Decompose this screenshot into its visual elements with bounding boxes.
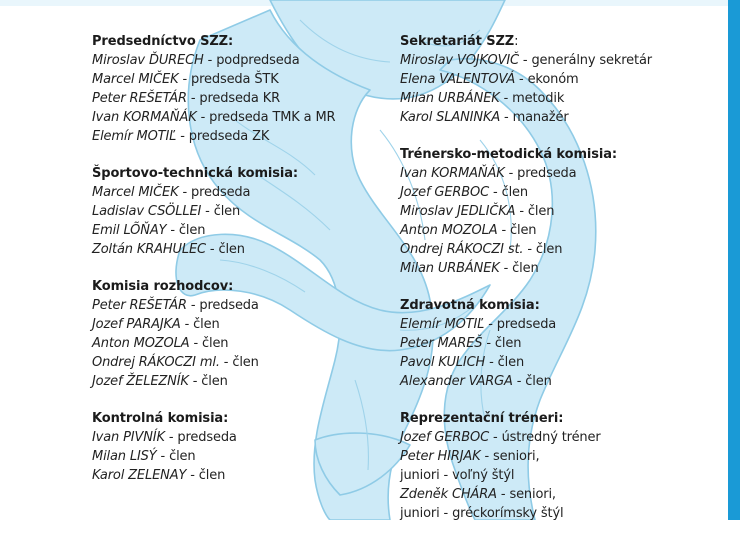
member-role: - člen <box>512 374 552 389</box>
member-name: Elemír MOTIĽ <box>400 317 485 332</box>
member-name: Jozef ŽELEZNÍK <box>92 374 189 389</box>
blue-frame-edge <box>728 0 740 520</box>
member-line <box>400 164 720 183</box>
member-name: Milan LISÝ <box>92 449 157 464</box>
right-column <box>400 32 720 541</box>
member-name: Peter HIRJAK <box>400 449 481 464</box>
section-komisia-rozhodcov <box>92 277 412 391</box>
member-name: Zoltán KRAHULEC <box>92 242 206 257</box>
member-role: - člen <box>186 468 226 483</box>
member-role: - predseda ŠTK <box>178 72 279 87</box>
member-role: - generálny sekretár <box>518 53 652 68</box>
member-name: Miroslav ĎURECH <box>92 53 204 68</box>
section-heading-tail: : <box>514 34 519 49</box>
member-line <box>400 504 720 523</box>
member-line <box>400 51 720 70</box>
member-line <box>400 89 720 108</box>
member-role: - predseda TMK a MR <box>196 110 336 125</box>
member-line <box>92 221 412 240</box>
member-line <box>92 447 412 466</box>
member-line <box>92 372 412 391</box>
member-role: - ekonóm <box>515 72 579 87</box>
member-name: Pavol KULICH <box>400 355 486 370</box>
member-line <box>92 334 412 353</box>
member-role: - člen <box>189 336 229 351</box>
member-name: Milan URBÁNEK <box>400 261 500 276</box>
section-heading: Kontrolná komisia: <box>92 411 229 426</box>
member-role: - predseda <box>186 298 259 313</box>
member-name: Jozef GERBOC <box>400 185 490 200</box>
member-role: - člen <box>166 223 206 238</box>
member-line <box>92 127 412 146</box>
member-name: Ladislav CSÖLLEI <box>92 204 202 219</box>
member-name: Jozef PARAJKA <box>92 317 181 332</box>
member-name: Milan URBÁNEK <box>400 91 500 106</box>
member-role: - predseda <box>164 430 237 445</box>
section-heading-bold: Sekretariát SZZ <box>400 34 515 49</box>
member-name: Karol SLANINKA <box>400 110 501 125</box>
member-role: - člen <box>489 185 528 200</box>
member-line <box>400 240 720 259</box>
member-role: - predseda <box>178 185 251 200</box>
member-line <box>92 315 412 334</box>
member-name: Peter REŠETÁR <box>92 91 187 106</box>
member-name: Jozef GERBOC <box>400 430 490 445</box>
member-name: Marcel MIČEK <box>92 72 179 87</box>
member-role: - člen <box>156 449 196 464</box>
section-heading <box>400 32 720 51</box>
member-line <box>92 296 412 315</box>
member-line <box>92 108 412 127</box>
member-name: Elemír MOTIĽ <box>92 129 177 144</box>
section-trenersko-metodicka <box>400 145 720 278</box>
member-role: - člen <box>205 242 245 257</box>
member-role: - člen <box>482 336 522 351</box>
section-heading: Komisia rozhodcov: <box>92 279 234 294</box>
member-line <box>92 70 412 89</box>
section-heading-bold: Reprezentační tréneri: <box>400 411 564 426</box>
left-column <box>92 32 412 503</box>
member-line <box>400 183 720 202</box>
member-role: - člen <box>523 242 563 257</box>
member-name: Peter MAREŠ <box>400 336 483 351</box>
section-heading <box>400 409 720 428</box>
section-sekretariat <box>400 32 720 127</box>
member-name: Ondrej RÁKOCZI ml. <box>92 355 220 370</box>
member-line <box>400 202 720 221</box>
member-name: Miroslav VOJKOVIČ <box>400 53 519 68</box>
member-role: - člen <box>499 261 539 276</box>
member-role: - seniori, <box>496 487 556 502</box>
member-line <box>400 485 720 504</box>
member-name: Miroslav JEDLIČKA <box>400 204 516 219</box>
member-role: - člen <box>201 204 241 219</box>
member-name: Ondrej RÁKOCZI st. <box>400 242 524 257</box>
member-role: - člen <box>485 355 525 370</box>
member-name: Emil LÕŇAY <box>92 223 167 238</box>
section-heading: Športovo-technická komisia: <box>92 166 299 181</box>
section-heading-bold: Zdravotná komisia: <box>400 298 540 313</box>
member-line <box>92 183 412 202</box>
member-line <box>400 70 720 89</box>
member-role: - metodik <box>499 91 565 106</box>
member-role: - podpredseda <box>203 53 300 68</box>
member-name: Anton MOZOLA <box>400 223 498 238</box>
member-name: Ivan KORMAŇÁK <box>400 166 505 181</box>
member-name: Ivan PIVNÍK <box>92 430 165 445</box>
member-line <box>92 202 412 221</box>
member-line <box>92 51 412 70</box>
member-role: - predseda <box>504 166 577 181</box>
member-line <box>400 259 720 278</box>
section-kontrolna-komisia <box>92 409 412 485</box>
member-role: - člen <box>497 223 537 238</box>
member-line <box>400 108 720 127</box>
member-role: - predseda ZK <box>176 129 270 144</box>
member-role: - predseda <box>484 317 557 332</box>
member-role: - člen <box>515 204 555 219</box>
member-role: - ústredný tréner <box>489 430 601 445</box>
member-role: - predseda KR <box>186 91 280 106</box>
member-role: - člen <box>188 374 228 389</box>
member-name: Alexander VARGA <box>400 374 513 389</box>
member-name: Marcel MIČEK <box>92 185 179 200</box>
member-name: Anton MOZOLA <box>92 336 190 351</box>
member-line <box>92 240 412 259</box>
member-line <box>400 466 720 485</box>
member-line <box>400 353 720 372</box>
member-line <box>400 334 720 353</box>
section-heading: Predsedníctvo SZZ: <box>92 34 234 49</box>
member-line <box>400 372 720 391</box>
member-line <box>92 428 412 447</box>
member-role: - člen <box>219 355 259 370</box>
member-role: - člen <box>180 317 220 332</box>
section-heading <box>400 145 720 164</box>
member-name: Peter REŠETÁR <box>92 298 187 313</box>
section-sportovo-technicka <box>92 164 412 259</box>
member-role: - manažér <box>500 110 569 125</box>
section-zdravotna-komisia <box>400 296 720 391</box>
member-line <box>92 89 412 108</box>
member-line <box>400 428 720 447</box>
member-name: Elena VALENTOVÁ <box>400 72 516 87</box>
section-heading <box>400 296 720 315</box>
member-role: juniori - gréckorímsky štýl <box>400 506 564 521</box>
section-heading-bold: Trénersko-metodická komisia: <box>400 147 618 162</box>
member-name: Karol ZELENAY <box>92 468 187 483</box>
member-line <box>92 466 412 485</box>
member-role: - seniori, <box>480 449 540 464</box>
member-line <box>400 315 720 334</box>
member-line <box>400 221 720 240</box>
section-reprezentacni-treneri <box>400 409 720 523</box>
member-name: Zdeněk CHÁRA <box>400 487 497 502</box>
member-line <box>92 353 412 372</box>
section-predsednictvo <box>92 32 412 146</box>
member-line <box>400 447 720 466</box>
member-role: juniori - voľný štýl <box>400 468 515 483</box>
member-name: Ivan KORMAŇÁK <box>92 110 197 125</box>
